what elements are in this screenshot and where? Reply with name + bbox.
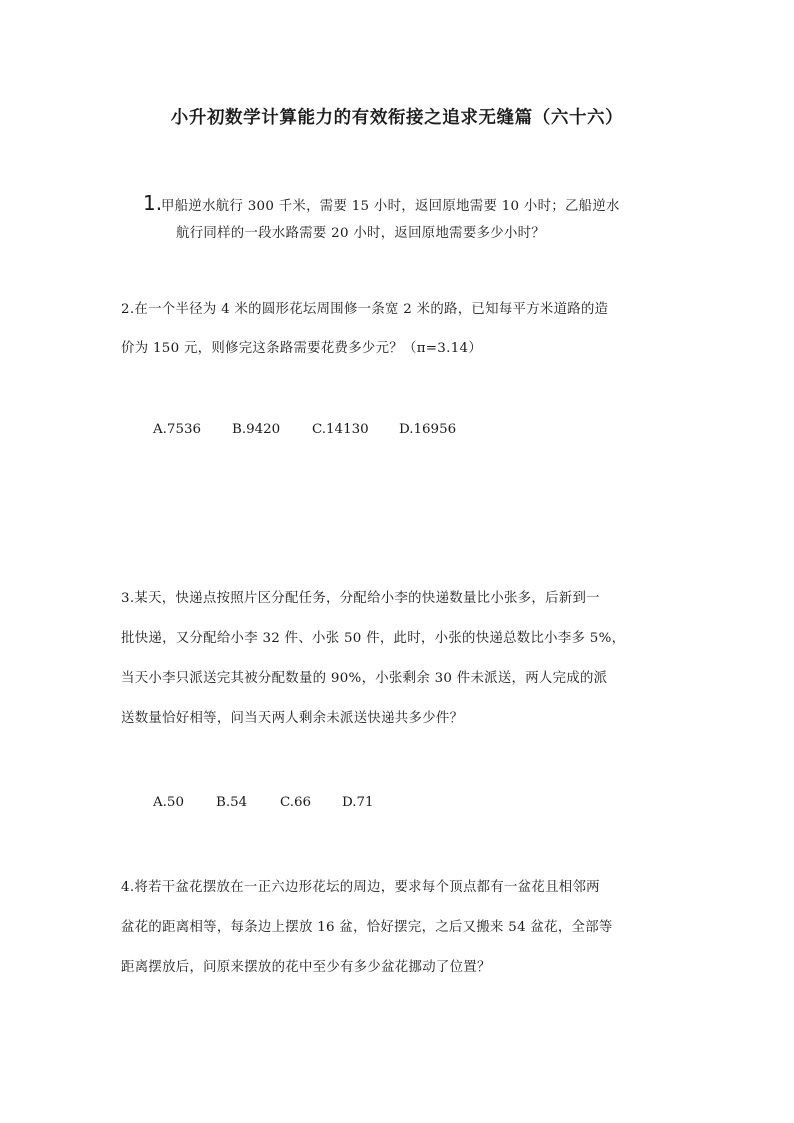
question-2-option-c: C.14130	[312, 422, 369, 437]
question-2-line-2: 价为 150 元，则修完这条路需要花费多少元？（π=3.14）	[121, 341, 483, 356]
question-4-line-2: 盆花的距离相等，每条边上摆放 16 盆，恰好摆完，之后又搬来 54 盆花，全部等	[121, 920, 613, 935]
question-3-option-a: A.50	[153, 795, 184, 810]
question-3-option-c: C.66	[280, 795, 312, 810]
question-2-option-a: A.7536	[153, 422, 202, 437]
question-2-options	[153, 422, 456, 437]
question-3-line-4: 送数量恰好相等，问当天两人剩余未派送快递共多少件？	[121, 711, 464, 726]
question-3-line-3: 当天小李只派送完其被分配数量的 90%，小张剩余 30 件未派送，两人完成的派	[121, 671, 608, 686]
question-2-line-1: 2.在一个半径为 4 米的圆形花坛周围修一条宽 2 米的路，已知每平方米道路的造	[121, 302, 609, 317]
page-title: 小升初数学计算能力的有效衔接之追求无缝篇（六十六）	[170, 108, 624, 128]
question-2-option-b: B.9420	[232, 422, 281, 437]
question-1-line-1: 甲船逆水航行 300 千米，需要 15 小时，返回原地需要 10 小时；乙船逆水	[161, 199, 620, 214]
question-4-line-1: 4.将若干盆花摆放在一正六边形花坛的周边，要求每个顶点都有一盆花且相邻两	[121, 880, 600, 895]
question-3-option-b: B.54	[216, 795, 248, 810]
question-3-option-d: D.71	[342, 795, 374, 810]
question-1-line-2: 航行同样的一段水路需要 20 小时，返回原地需要多少小时？	[176, 226, 546, 241]
question-4-line-3: 距离摆放后，问原来摆放的花中至少有多少盆花挪动了位置？	[121, 960, 491, 975]
question-3-options	[153, 795, 374, 810]
question-2-option-d: D.16956	[399, 422, 457, 437]
question-1-number: 1.	[143, 191, 163, 215]
question-3-line-2: 批快递，又分配给小李 32 件、小张 50 件，此时，小张的快递总数比小李多 5%，	[121, 631, 626, 646]
question-3-line-1: 3.某天，快递点按照片区分配任务，分配给小李的快递数量比小张多，后新到一	[121, 591, 600, 606]
